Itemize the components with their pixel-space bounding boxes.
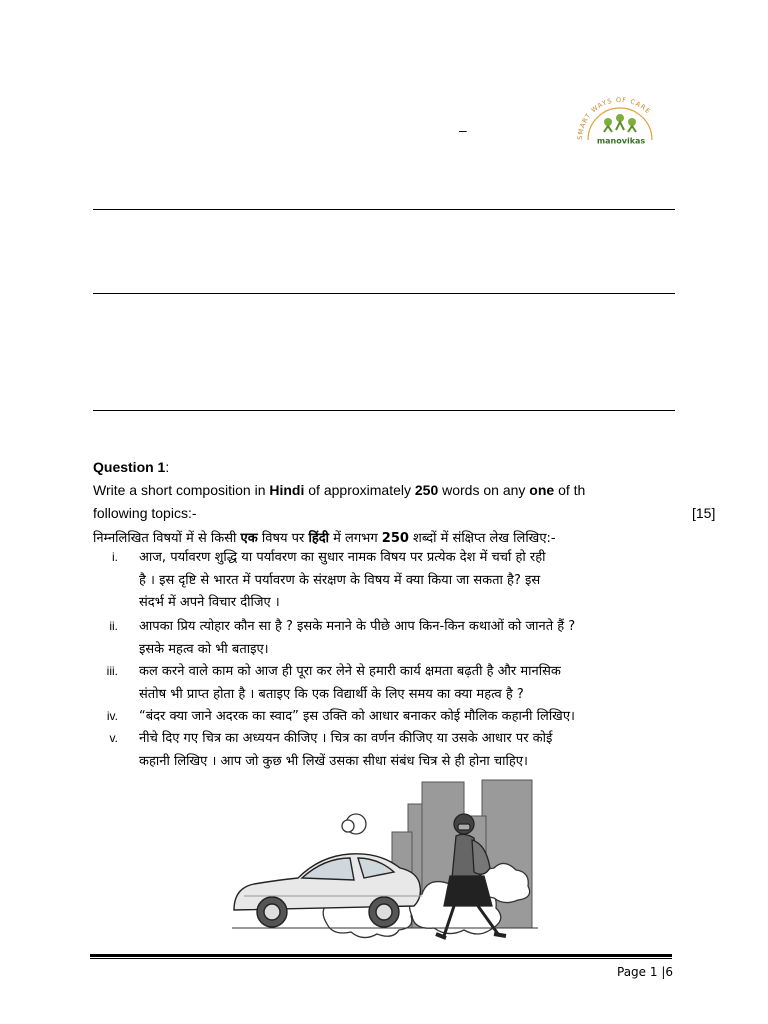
topic-item-3 [139, 661, 679, 706]
hindi-instruction [93, 528, 556, 546]
topic-line: कल करने वाले काम को आज ही पूरा कर लेने से हमारी कार्य क्षमता बढ़ती है और मानसिक [139, 664, 561, 679]
logo-name: manovikas [596, 136, 646, 146]
topic-item-5 [139, 728, 679, 773]
footer-rule [90, 954, 672, 957]
hindi-instruction-bold: हिंदी [308, 531, 330, 546]
instruction-text: of th [554, 482, 586, 498]
hindi-instruction-text: शब्दों में संक्षिप्त लेख लिखिए:- [408, 531, 556, 546]
topic-line: संदर्भ में अपने विचार दीजिए । [139, 595, 280, 610]
pollution-illustration [232, 776, 538, 942]
marks-label: [15] [692, 505, 716, 521]
topic-line: इसके महत्व को भी बताइए। [139, 641, 269, 657]
svg-text:SMART WAYS OF CARE [576, 96, 652, 140]
item-number: v. [109, 731, 118, 745]
instruction-text: words on any [438, 482, 530, 498]
question-label: Question 1 [93, 459, 166, 475]
manovikas-logo [574, 88, 666, 150]
instruction-bold-count: 250 [414, 482, 439, 498]
topic-item-2 [139, 616, 679, 661]
item-number: iv. [106, 709, 118, 723]
topic-line: कहानी लिखिए । आप जो कुछ भी लिखें उसका सीधा संबंध चित्र से ही होना चाहिए। [139, 753, 528, 769]
question-colon: : [165, 459, 170, 475]
topic-item-4 [139, 706, 679, 729]
instruction-bold-one: one [529, 482, 555, 498]
divider-line-2 [93, 293, 675, 294]
topic-line: “बंदर क्या जाने अदरक का स्वाद” इस उक्ति को आधार बनाकर कोई मौलिक कहानी लिखिए। [139, 709, 575, 724]
hindi-instruction-text: में लगभग [329, 531, 382, 546]
hindi-instruction-text: विषय पर [257, 531, 309, 546]
topic-line: आपका प्रिय त्योहार कौन सा है ? इसके मनाने के पीछे आप किन-किन कथाओं को जानते हैं ? [139, 619, 576, 634]
instruction-bold-hindi: Hindi [269, 482, 305, 498]
item-number: i. [112, 550, 118, 564]
hindi-instruction-bold: एक [240, 531, 258, 546]
topic-line: है । इस दृष्टि से भारत में पर्यावरण के संरक्षण के विषय में क्या किया जा सकता है? इस [139, 572, 541, 588]
instruction-text: Write a short composition in [93, 482, 270, 498]
item-number: iii. [106, 664, 118, 678]
question-heading [93, 459, 169, 475]
hindi-instruction-bold: 250 [381, 531, 409, 546]
page-number: Page 1 |6 [617, 965, 673, 979]
instruction-text: of approximately [304, 482, 415, 498]
topic-line: आज, पर्यावरण शुद्धि या पर्यावरण का सुधार नामक विषय पर प्रत्येक देश में चर्चा हो रही [139, 550, 546, 565]
logo-arc-text: SMART WAYS OF CARE [575, 95, 653, 141]
divider-line-1 [93, 209, 675, 210]
instruction-line-2: following topics:- [93, 505, 197, 521]
topic-line: नीचे दिए गए चित्र का अध्ययन कीजिए । चित्र का वर्णन कीजिए या उसके आधार पर कोई [139, 731, 553, 746]
topic-item-1 [139, 547, 679, 615]
divider-line-3 [93, 410, 675, 411]
header-dash: – [459, 122, 467, 138]
hindi-instruction-text: निम्नलिखित विषयों में से किसी [93, 531, 241, 546]
topic-line: संतोष भी प्राप्त होता है । बताइए कि एक विद्यार्थी के लिए समय का क्या महत्व है ? [139, 686, 524, 702]
item-number: ii. [109, 619, 118, 633]
instruction-line-1 [93, 482, 585, 498]
footer-rule-thin [90, 958, 672, 959]
